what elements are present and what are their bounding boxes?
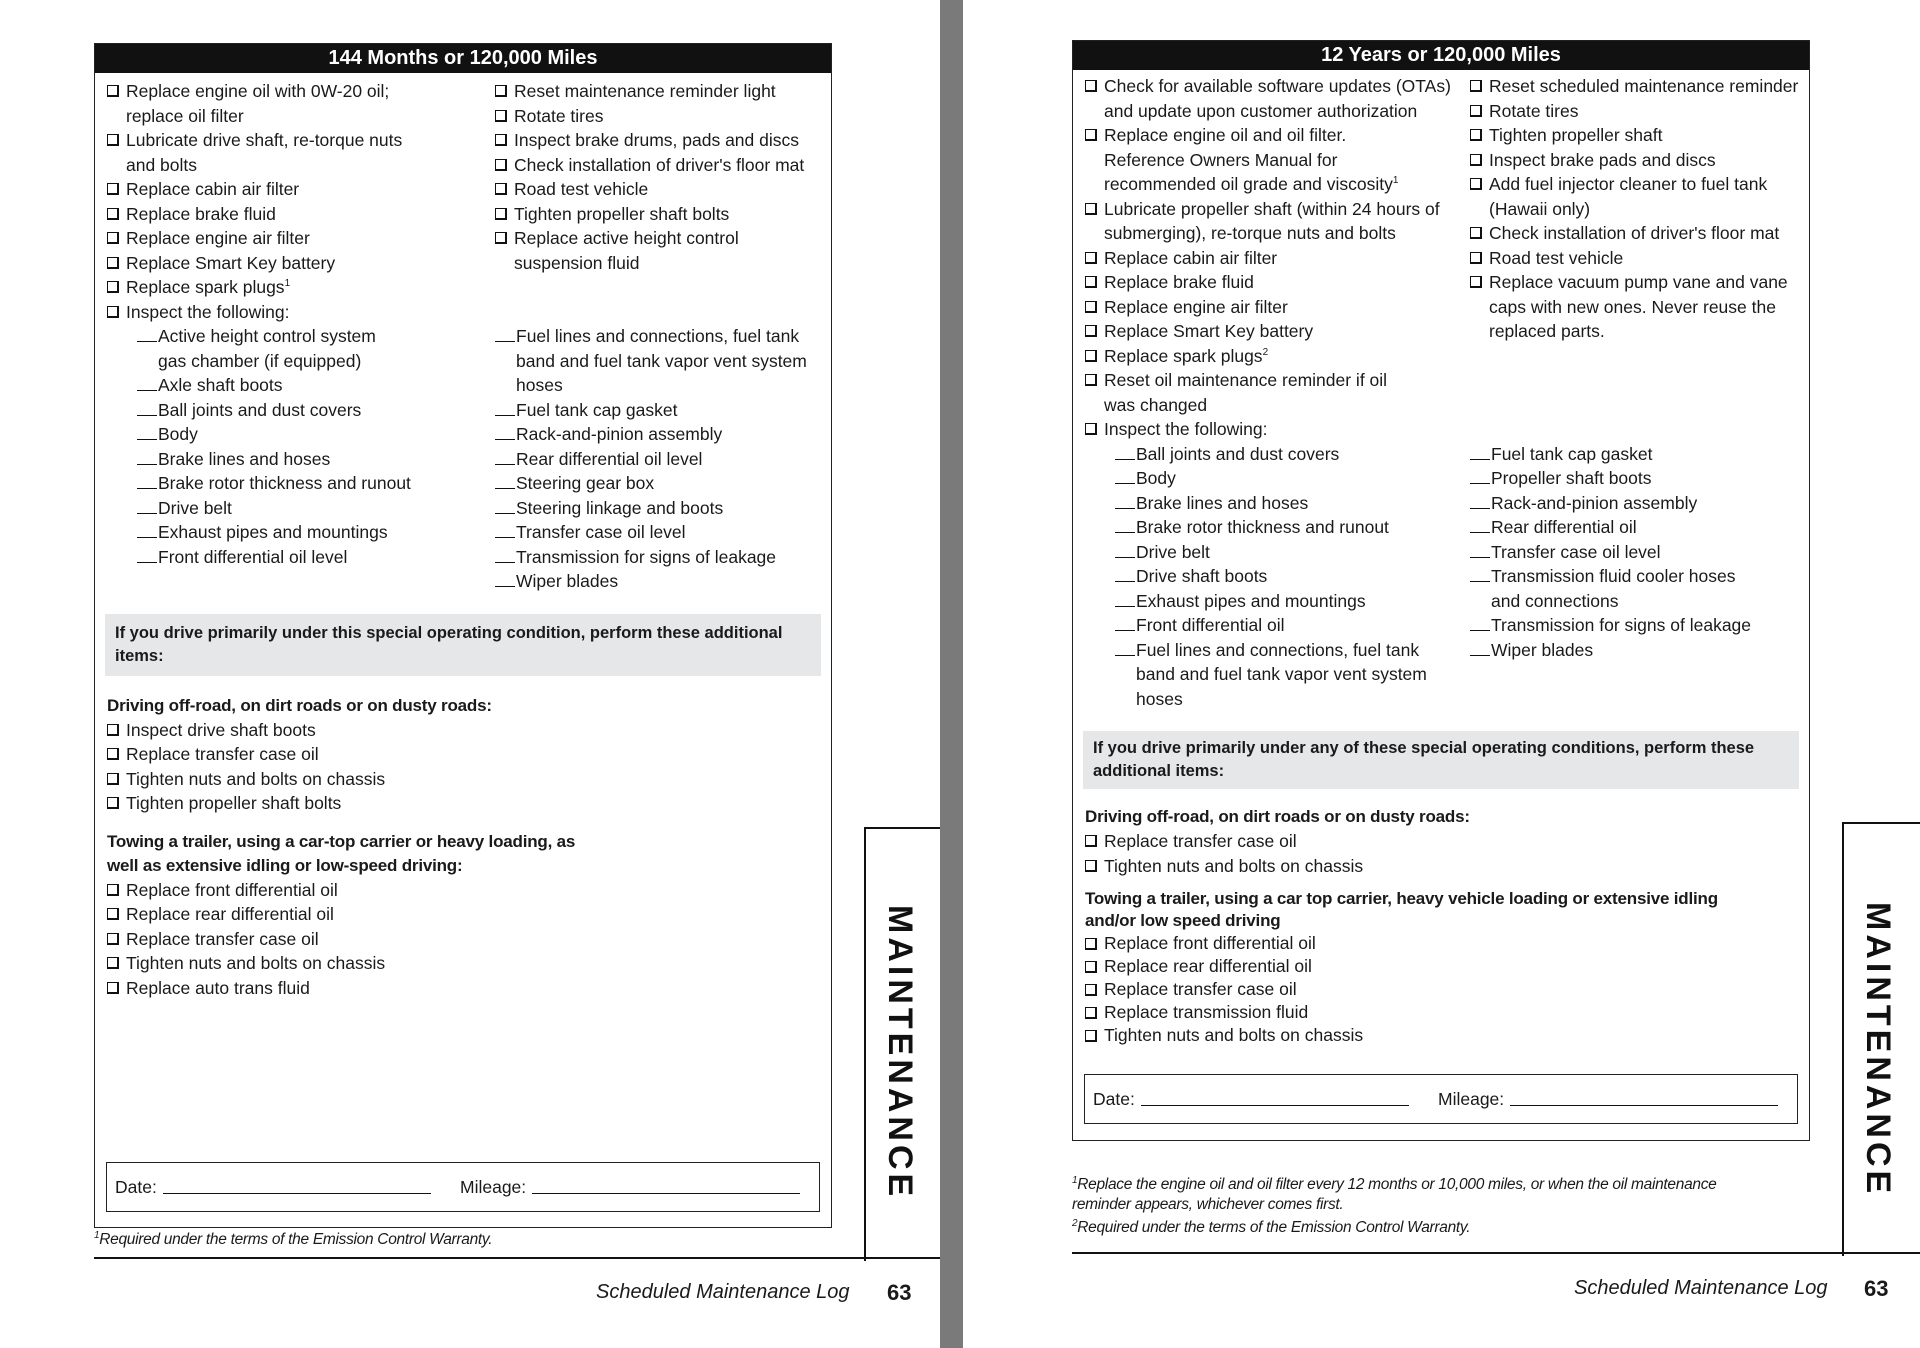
checklist-item[interactable]: Replace front differential oil [107, 878, 831, 903]
blank-line[interactable] [495, 569, 515, 587]
right-checklist-col2 [1470, 74, 1809, 442]
blank-line[interactable] [1470, 442, 1490, 460]
inspect-item[interactable]: Ball joints and dust covers [137, 398, 495, 423]
checklist-item[interactable]: Replace spark plugs$^2$ [1085, 344, 1470, 369]
blank-line[interactable] [137, 520, 157, 538]
blank-line[interactable] [1470, 466, 1490, 484]
checklist-item[interactable]: Inspect brake drums, pads and discs [495, 128, 831, 153]
checkbox[interactable] [1085, 350, 1097, 362]
checkbox[interactable] [107, 208, 119, 220]
checklist-item[interactable]: Tighten nuts and bolts on chassis [1085, 854, 1809, 879]
checkbox[interactable] [107, 232, 119, 244]
running-head: Scheduled Maintenance Log [596, 1281, 850, 1303]
blank-line[interactable] [137, 496, 157, 514]
inspect-item[interactable]: Brake lines and hoses [137, 447, 495, 472]
checkbox[interactable] [1470, 276, 1482, 288]
section-tab-label: MAINTENANCE [1859, 902, 1897, 1198]
right-checklist-col1 [1085, 74, 1470, 442]
footnote: $^1$Required under the terms of the Emission Control Warranty. [94, 1229, 493, 1248]
checkbox[interactable] [1085, 860, 1097, 872]
inspect-item[interactable]: Transfer case oil level [495, 520, 831, 545]
inspect-item[interactable]: Brake lines and hoses [1115, 491, 1470, 516]
inspect-item[interactable]: Transmission fluid cooler hoses and connections [1470, 564, 1809, 613]
checklist-item[interactable]: Inspect drive shaft boots [107, 718, 831, 743]
inspect-item[interactable]: Body [137, 422, 495, 447]
checkbox[interactable] [1085, 961, 1097, 973]
checklist-item[interactable]: Tighten propeller shaft bolts [107, 791, 831, 816]
inspect-item[interactable]: Wiper blades [495, 569, 831, 594]
footnote: $^1$Replace the engine oil and oil filter every 12 months or 10,000 miles, or when the oil maintenance reminder appears, whichever comes first. [1072, 1174, 1717, 1213]
left-checklist-col2 [495, 79, 831, 324]
checklist-item[interactable]: Replace vacuum pump vane and vane caps with new ones. Never reuse the replaced parts. [1470, 270, 1809, 344]
checkbox[interactable] [1085, 835, 1097, 847]
checklist-item[interactable]: Replace transfer case oil [107, 742, 831, 767]
right-maintenance-box [1072, 40, 1810, 1141]
checklist-item[interactable]: Replace transfer case oil [1085, 829, 1809, 854]
blank-line[interactable] [1115, 638, 1135, 656]
checklist-item[interactable]: Replace rear differential oil [1085, 955, 1809, 978]
blank-line[interactable] [137, 373, 157, 391]
checklist-item[interactable]: Replace front differential oil [1085, 932, 1809, 955]
blank-line[interactable] [137, 422, 157, 440]
blank-line[interactable] [495, 471, 515, 489]
footnote: $^2$Required under the terms of the Emission Control Warranty. [1072, 1217, 1471, 1236]
inspect-item[interactable]: Transmission for signs of leakage [1470, 613, 1809, 638]
mileage-field[interactable]: Mileage: [1438, 1089, 1778, 1110]
checklist-item[interactable]: Check installation of driver's floor mat [495, 153, 831, 178]
checkbox[interactable] [1085, 80, 1097, 92]
blank-line[interactable] [1115, 466, 1135, 484]
inspect-item[interactable]: Drive belt [1115, 540, 1470, 565]
checkbox[interactable] [1470, 178, 1482, 190]
footnote-marker: 1 [1392, 175, 1399, 187]
blank-line[interactable] [137, 471, 157, 489]
inspect-item[interactable]: Fuel lines and connections, fuel tank band and fuel tank vapor vent system hoses [495, 324, 831, 398]
checkbox[interactable] [1470, 154, 1482, 166]
blank-line[interactable] [495, 496, 515, 514]
checklist-item[interactable]: Tighten propeller shaft bolts [495, 202, 831, 227]
blank-line[interactable] [1115, 491, 1135, 509]
inspect-item[interactable]: Active height control system gas chamber (if equipped) [137, 324, 495, 373]
footer-rule [94, 1257, 940, 1259]
section-heading: Towing a trailer, using a car-top carrier or heavy loading, as well as extensive idling or low-speed driving: [107, 831, 576, 875]
checkbox[interactable] [107, 306, 119, 318]
checkbox[interactable] [107, 257, 119, 269]
checklist-item[interactable]: Road test vehicle [1470, 246, 1809, 271]
checkbox[interactable] [495, 85, 507, 97]
blank-line[interactable] [495, 422, 515, 440]
right-inspect-col1 [1115, 442, 1470, 712]
blank-line[interactable] [1470, 515, 1490, 533]
right-inspect-col2 [1470, 442, 1809, 712]
checkbox[interactable] [1085, 129, 1097, 141]
checkbox[interactable] [1470, 252, 1482, 264]
checkbox[interactable] [495, 110, 507, 122]
checklist-item[interactable]: Replace Smart Key battery [107, 251, 495, 276]
checklist-item[interactable]: Replace cabin air filter [1085, 246, 1470, 271]
section-tab-label: MAINTENANCE [881, 905, 919, 1201]
inspect-item[interactable]: Drive belt [137, 496, 495, 521]
page-number: 63 [1864, 1276, 1889, 1301]
checklist-item[interactable]: Replace auto trans fluid [107, 976, 831, 1001]
inspect-item[interactable]: Fuel tank cap gasket [495, 398, 831, 423]
blank-line[interactable] [1470, 564, 1490, 582]
checklist-item[interactable]: Replace engine oil and oil filter. Reference Owners Manual for recommended oil grade and viscosity$^1$ [1085, 123, 1470, 197]
checklist-item[interactable]: Replace transfer case oil [1085, 978, 1809, 1001]
checkbox[interactable] [107, 908, 119, 920]
checkbox[interactable] [1470, 105, 1482, 117]
checklist-item[interactable]: Lubricate drive shaft, re-torque nuts and bolts [107, 128, 495, 177]
checkbox[interactable] [1085, 423, 1097, 435]
left-checklist-col1 [107, 79, 495, 324]
checklist-item[interactable]: Reset oil maintenance reminder if oil was changed [1085, 368, 1470, 417]
checkbox[interactable] [1085, 301, 1097, 313]
inspect-item[interactable]: Exhaust pipes and mountings [137, 520, 495, 545]
date-mileage-box [1084, 1074, 1798, 1124]
page-number: 63 [887, 1280, 912, 1305]
checkbox[interactable] [1085, 252, 1097, 264]
left-maintenance-box [94, 43, 832, 1228]
checklist-item[interactable]: Replace brake fluid [1085, 270, 1470, 295]
checklist-item[interactable]: Replace engine oil with 0W-20 oil; replace oil filter [107, 79, 495, 128]
date-field[interactable]: Date: [1093, 1089, 1438, 1110]
checkbox[interactable] [107, 748, 119, 760]
checklist-item[interactable]: Tighten nuts and bolts on chassis [107, 767, 831, 792]
checkbox[interactable] [1085, 374, 1097, 386]
checkbox[interactable] [1085, 1030, 1097, 1042]
date-field[interactable]: Date: [115, 1177, 460, 1198]
checkbox[interactable] [495, 183, 507, 195]
checklist-item[interactable]: Replace brake fluid [107, 202, 495, 227]
inspect-item[interactable]: Wiper blades [1470, 638, 1809, 663]
footnote-marker: 2 [1262, 346, 1269, 358]
blank-line[interactable] [1115, 589, 1135, 607]
inspect-item[interactable]: Front differential oil [1115, 613, 1470, 638]
special-conditions-notice: If you drive primarily under this special operating condition, perform these additional items: [105, 614, 821, 676]
checklist-item[interactable]: Rotate tires [1470, 99, 1809, 124]
checklist-item[interactable]: Reset maintenance reminder light [495, 79, 831, 104]
checklist-item[interactable]: Reset scheduled maintenance reminder [1470, 74, 1809, 99]
checkbox[interactable] [1085, 325, 1097, 337]
checklist-item[interactable]: Check for available software updates (OTAs) and update upon customer authorization [1085, 74, 1470, 123]
blank-line[interactable] [1115, 515, 1135, 533]
checkbox[interactable] [495, 159, 507, 171]
blank-line[interactable] [495, 545, 515, 563]
checklist-item[interactable]: Tighten nuts and bolts on chassis [1085, 1024, 1809, 1047]
blank-line[interactable] [1470, 613, 1490, 631]
checklist-item[interactable]: Replace spark plugs$^1$ [107, 275, 495, 300]
right-box-title: 12 Years or 120,000 Miles [1073, 41, 1809, 70]
footnote-marker: 1 [284, 278, 291, 290]
checklist-item[interactable]: Replace cabin air filter [107, 177, 495, 202]
inspect-item[interactable]: Transmission for signs of leakage [495, 545, 831, 570]
inspect-item[interactable]: Fuel lines and connections, fuel tank band and fuel tank vapor vent system hoses [1115, 638, 1470, 712]
checklist-item[interactable]: Replace Smart Key battery [1085, 319, 1470, 344]
checklist-item[interactable]: Lubricate propeller shaft (within 24 hours of submerging), re-torque nuts and bolts [1085, 197, 1470, 246]
checklist-item[interactable]: Replace transfer case oil [107, 927, 831, 952]
blank-line[interactable] [495, 398, 515, 416]
checkbox[interactable] [107, 797, 119, 809]
blank-line[interactable] [137, 447, 157, 465]
checkbox[interactable] [1085, 984, 1097, 996]
section-heading: Driving off-road, on dirt roads or on dusty roads: [1085, 807, 1470, 826]
inspect-item[interactable]: Exhaust pipes and mountings [1115, 589, 1470, 614]
checkbox[interactable] [107, 982, 119, 994]
inspect-item[interactable]: Fuel tank cap gasket [1470, 442, 1809, 467]
checklist-item[interactable]: Replace engine air filter [1085, 295, 1470, 320]
inspect-item[interactable]: Brake rotor thickness and runout [1115, 515, 1470, 540]
left-box-title: 144 Months or 120,000 Miles [95, 44, 831, 73]
inspect-item[interactable]: Rear differential oil [1470, 515, 1809, 540]
checklist-item[interactable]: Replace transmission fluid [1085, 1001, 1809, 1024]
blank-line[interactable] [137, 545, 157, 563]
section-heading: Driving off-road, on dirt roads or on dusty roads: [107, 695, 492, 715]
checkbox[interactable] [1085, 276, 1097, 288]
right-page [963, 0, 1920, 1348]
checkbox[interactable] [495, 134, 507, 146]
checklist-item[interactable]: Tighten propeller shaft [1470, 123, 1809, 148]
blank-line[interactable] [137, 398, 157, 416]
checkbox[interactable] [1085, 1007, 1097, 1019]
checkbox[interactable] [107, 85, 119, 97]
blank-line[interactable] [1470, 540, 1490, 558]
checkbox[interactable] [107, 724, 119, 736]
blank-line[interactable] [137, 324, 157, 342]
checklist-item[interactable]: Check installation of driver's floor mat [1470, 221, 1809, 246]
blank-line[interactable] [495, 324, 515, 342]
blank-line[interactable] [495, 520, 515, 538]
checkbox[interactable] [107, 183, 119, 195]
checkbox[interactable] [1470, 129, 1482, 141]
inspect-item[interactable]: Brake rotor thickness and runout [137, 471, 495, 496]
checkbox[interactable] [495, 208, 507, 220]
inspect-item[interactable]: Rear differential oil level [495, 447, 831, 472]
blank-line[interactable] [1470, 491, 1490, 509]
checkbox[interactable] [495, 232, 507, 244]
blank-line[interactable] [1115, 442, 1135, 460]
left-inspect-col2 [495, 324, 831, 594]
checkbox[interactable] [1085, 938, 1097, 950]
checklist-item[interactable]: Replace rear differential oil [107, 902, 831, 927]
inspect-item[interactable]: Axle shaft boots [137, 373, 495, 398]
left-inspect-col1 [137, 324, 495, 594]
mileage-field[interactable]: Mileage: [460, 1177, 800, 1198]
inspect-item[interactable]: Rack-and-pinion assembly [495, 422, 831, 447]
inspect-item[interactable]: Front differential oil level [137, 545, 495, 570]
checkbox[interactable] [107, 884, 119, 896]
checkbox[interactable] [1470, 80, 1482, 92]
checkbox[interactable] [107, 281, 119, 293]
blank-line[interactable] [495, 447, 515, 465]
blank-line[interactable] [1115, 613, 1135, 631]
inspect-item[interactable]: Propeller shaft boots [1470, 466, 1809, 491]
checkbox[interactable] [107, 773, 119, 785]
section-heading: Towing a trailer, using a car top carrier, heavy vehicle loading or extensive idling and/or low speed driving [1085, 889, 1718, 930]
checklist-item[interactable]: Inspect the following: [1085, 417, 1470, 442]
inspect-item[interactable]: Steering linkage and boots [495, 496, 831, 521]
date-mileage-box [106, 1162, 820, 1212]
blank-line[interactable] [1470, 638, 1490, 656]
checkbox[interactable] [107, 933, 119, 945]
inspect-item[interactable]: Transfer case oil level [1470, 540, 1809, 565]
checklist-item[interactable]: Road test vehicle [495, 177, 831, 202]
inspect-item[interactable]: Body [1115, 466, 1470, 491]
inspect-item[interactable]: Drive shaft boots [1115, 564, 1470, 589]
checkbox[interactable] [1470, 227, 1482, 239]
footer-rule [1072, 1252, 1920, 1254]
checklist-item[interactable]: Add fuel injector cleaner to fuel tank (Hawaii only) [1470, 172, 1809, 221]
blank-line[interactable] [1115, 540, 1135, 558]
checklist-item[interactable]: Inspect the following: [107, 300, 495, 325]
running-head: Scheduled Maintenance Log [1574, 1277, 1828, 1299]
checklist-item[interactable]: Replace active height control suspension fluid [495, 226, 831, 275]
checklist-item[interactable]: Rotate tires [495, 104, 831, 129]
checkbox[interactable] [107, 957, 119, 969]
checklist-item[interactable]: Replace engine air filter [107, 226, 495, 251]
checklist-item[interactable]: Inspect brake pads and discs [1470, 148, 1809, 173]
checklist-item[interactable]: Tighten nuts and bolts on chassis [107, 951, 831, 976]
left-page [0, 0, 940, 1348]
special-conditions-notice: If you drive primarily under any of these special operating conditions, perform these additional items: [1083, 731, 1799, 789]
inspect-item[interactable]: Rack-and-pinion assembly [1470, 491, 1809, 516]
checkbox[interactable] [107, 134, 119, 146]
inspect-item[interactable]: Steering gear box [495, 471, 831, 496]
inspect-item[interactable]: Ball joints and dust covers [1115, 442, 1470, 467]
checkbox[interactable] [1085, 203, 1097, 215]
blank-line[interactable] [1115, 564, 1135, 582]
